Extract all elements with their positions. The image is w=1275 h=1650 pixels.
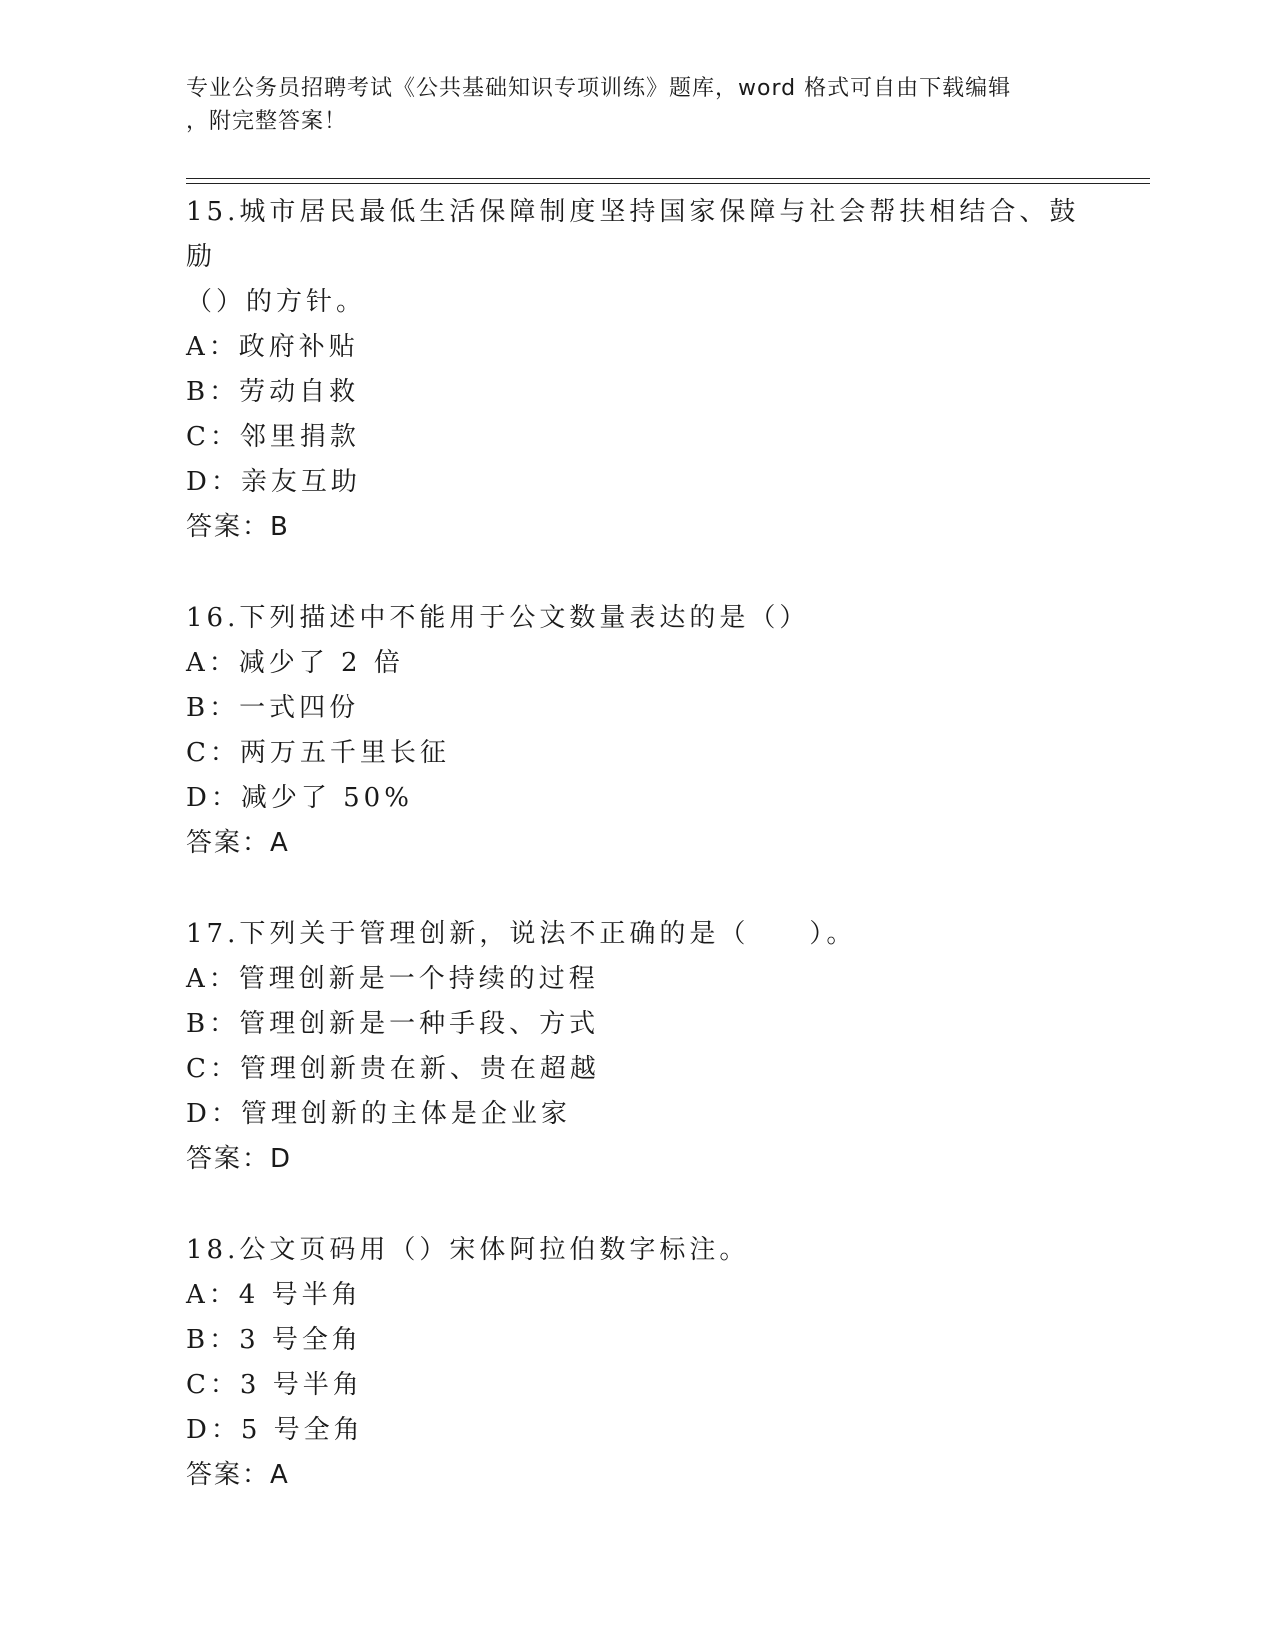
option-a: A：4 号半角 <box>186 1280 362 1310</box>
option-d: D：管理创新的主体是企业家 <box>186 1099 571 1129</box>
option-d: D：5 号全角 <box>186 1415 364 1445</box>
option-a: A：政府补贴 <box>186 332 359 362</box>
option-d: D：减少了 50% <box>186 783 413 813</box>
answer-line: 答案：D <box>186 1144 293 1174</box>
question-stem: 16.下列描述中不能用于公文数量表达的是（） <box>186 603 810 633</box>
option-c: C：邻里捐款 <box>186 422 360 452</box>
header-line-1: 专业公务员招聘考试《公共基础知识专项训练》题库，word 格式可自由下载编辑 <box>186 76 1012 101</box>
question-stem-continued: （）的方针。 <box>186 287 367 317</box>
option-b: B：一式四份 <box>186 693 360 723</box>
option-b: B：劳动自救 <box>186 377 360 407</box>
question-15 <box>186 190 1106 550</box>
question-stem: 17.下列关于管理创新，说法不正确的是（ ）。 <box>186 919 857 949</box>
option-c: C：两万五千里长征 <box>186 738 450 768</box>
option-a: A：减少了 2 倍 <box>186 648 404 678</box>
option-a: A：管理创新是一个持续的过程 <box>186 964 599 994</box>
header-divider <box>186 178 1150 184</box>
answer-line: 答案：A <box>186 1460 290 1490</box>
header-line-2: ，附完整答案！ <box>186 109 348 134</box>
option-c: C：3 号半角 <box>186 1370 363 1400</box>
answer-line: 答案：B <box>186 512 290 542</box>
question-18 <box>186 1228 1106 1498</box>
question-16 <box>186 596 1106 866</box>
question-list <box>186 190 1106 1544</box>
question-stem: 18.公文页码用（）宋体阿拉伯数字标注。 <box>186 1235 750 1265</box>
question-stem: 15.城市居民最低生活保障制度坚持国家保障与社会帮扶相结合、鼓励 <box>186 197 1080 272</box>
option-b: B：管理创新是一种手段、方式 <box>186 1009 600 1039</box>
question-17 <box>186 912 1106 1182</box>
option-b: B：3 号全角 <box>186 1325 362 1355</box>
option-d: D：亲友互助 <box>186 467 361 497</box>
option-c: C：管理创新贵在新、贵在超越 <box>186 1054 600 1084</box>
answer-line: 答案：A <box>186 828 290 858</box>
document-header <box>186 72 1066 138</box>
